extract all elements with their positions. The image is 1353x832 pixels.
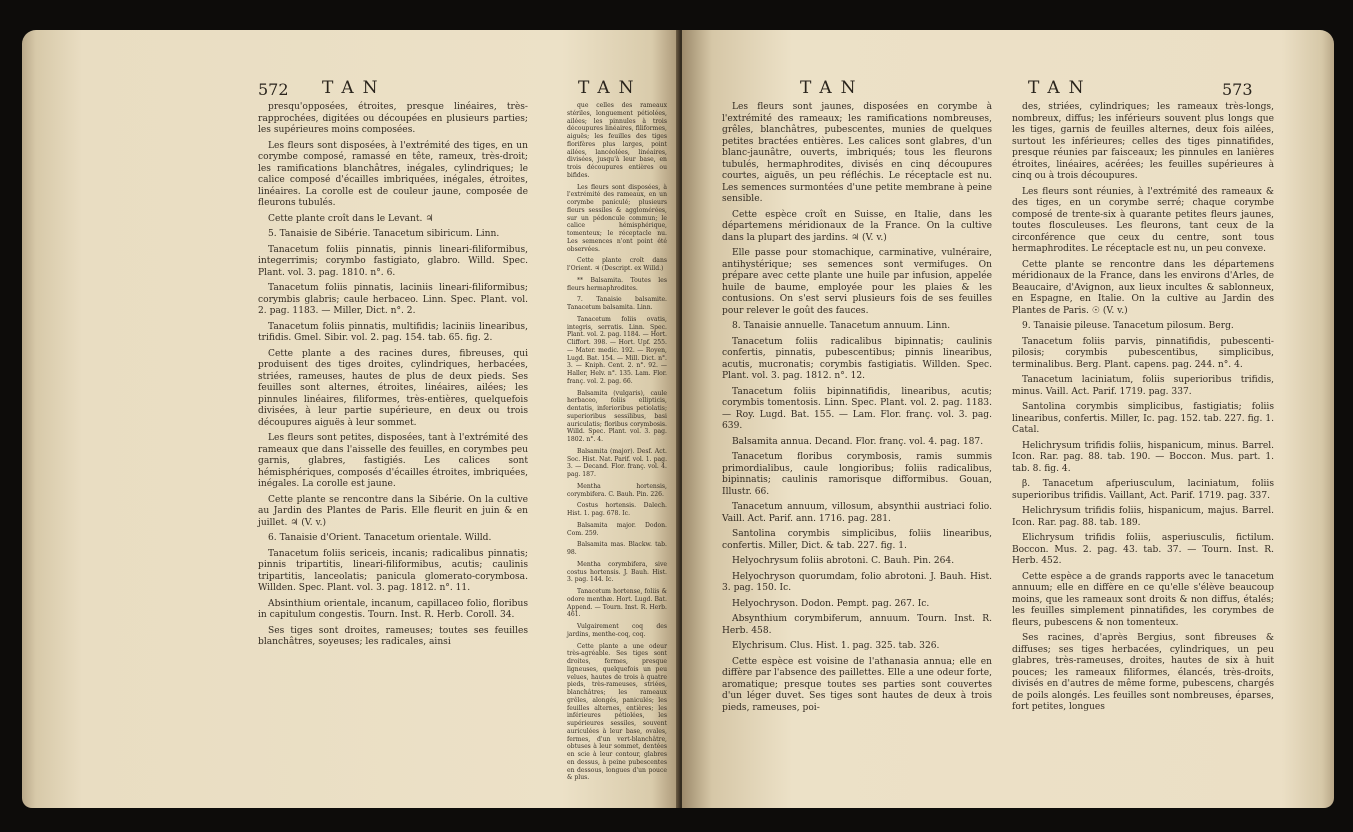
paragraph: Costus hortensis. Dalech. Hist. 1. pag. 678. Ic. — [567, 502, 667, 517]
paragraph: Balsamita major. Dodon. Com. 259. — [567, 521, 667, 537]
paragraph: Santolina corymbis simplicibus, foliis linearibus, confertis. Miller, Dict. & tab. 227. fig. 1. — [722, 529, 992, 551]
left-page-column-2 — [567, 102, 667, 786]
paragraph: que celles des rameaux stériles, longuement pétiolées, ailées; les pinnules à trois découpures linéaires, filiformes, aiguës; les feuilles des tiges florifères plus larges, point ailées, lancéolées, linéaires, divisées, jusqu'à leur base, en trois découpures entières ou bifides. — [567, 102, 667, 179]
paragraph: Ses racines, d'après Bergius, sont fibreuses & diffuses; ses tiges herbacées, cylindriques, un peu glabres, très-rameuses, droites, hautes de six à huit pouces; les rameaux filiformes, élancés, très-droits, divisés en d'autres de même forme, pubescens, chargés de poils alongés. Les feuilles sont nombreuses, éparses, fort petites, longues — [1012, 633, 1274, 712]
paragraph: Tanacetum foliis pinnatis, pinnis lineari-filiformibus, integerrimis; corymbo fastigiato, glabro. Willd. Spec. Plant. vol. 3. pag. 1810. n°. 6. — [258, 244, 528, 278]
paragraph: Cette plante se rencontre dans la Sibérie. On la cultive au Jardin des Plantes de Paris. Elle fleurit en juin & en juillet. ♃ (V. v.) — [258, 494, 528, 528]
paragraph: des, striées, cylindriques; les rameaux très-longs, nombreux, diffus; les inférieurs souvent plus longs que les tiges, garnis de feuilles alternes, deux fois ailées, surtout les inférieures; celles des tiges pinnatifides, presque réunies par faisceaux; les pinnules en lanières étroites, linéaires, acérées; les feuilles supérieures à cinq ou à trois découpures. — [1012, 102, 1274, 181]
paragraph: 9. Tanaisie pileuse. Tanacetum pilosum. Berg. — [1022, 321, 1234, 331]
left-page — [22, 30, 680, 808]
paragraph: 5. Tanaisie de Sibérie. Tanacetum sibiricum. Linn. — [268, 229, 500, 239]
paragraph: 8. Tanaisie annuelle. Tanacetum annuum. Linn. — [732, 321, 951, 331]
running-head-right-col2: TAN — [1028, 78, 1093, 98]
paragraph: Cette plante croît dans l'Orient. ♃ (Descript. ex Willd.) — [567, 257, 667, 272]
paragraph: Les fleurs sont disposées, à l'extrémité des tiges, en un corymbe composé, ramassé en tête, rameux, très-droit; les ramifications blanchâtres, inégales, cylindriques; le calice composé d'écailles imbriquées, inégales, étroites, linéaires. La corolle est de couleur jaune, composée de fleurons tubulés. — [258, 140, 528, 208]
paragraph: Tanacetum foliis bipinnatifidis, linearibus, acutis; corymbis tomentosis. Linn. Spec. Plant. vol. 2. pag. 1183. — Roy. Lugd. Bat. 155. — Lam. Flor. franç. vol. 3. pag. 639. — [722, 386, 992, 431]
right-page-column-1 — [722, 102, 992, 718]
paragraph: 7. Tanaisie balsamite. Tanacetum balsamita. Linn. — [567, 296, 667, 311]
paragraph: Les fleurs sont disposées, à l'extrémité des rameaux, en un corymbe paniculé; plusieurs fleurs sessiles & agglomérées, sur un pédoncule commun; le calice hémisphérique, tomenteux; le réceptacle nu. Les semences n'ont point été observées. — [567, 183, 667, 253]
paragraph: Elichrysum trifidis foliis, asperiusculis, fictilum. Boccon. Mus. 2. pag. 43. tab. 37. — Tourn. Inst. R. Herb. 452. — [1012, 533, 1274, 566]
paragraph: Helichrysum trifidis foliis, hispanicum, majus. Barrel. Icon. Rar. pag. 88. tab. 189. — [1012, 506, 1274, 528]
paragraph: Balsamita mas. Blackw. tab. 98. — [567, 541, 667, 556]
page-number-left: 572 — [258, 80, 289, 99]
paragraph: Tanacetum foliis parvis, pinnatifidis, pubescenti-pilosis; corymbis pubescentibus, simplicibus, terminalibus. Berg. Plant. capens. pag. 244. n°. 4. — [1012, 336, 1274, 370]
page-number-right: 573 — [1222, 80, 1253, 99]
paragraph: Helichrysum trifidis foliis, hispanicum, minus. Barrel. Icon. Rar. pag. 88. tab. 190. — Boccon. Mus. part. 1. tab. 8. fig. 4. — [1012, 440, 1274, 474]
paragraph: Mentha corymbifera, sive costus hortensis. J. Bauh. Hist. 3. pag. 144. Ic. — [567, 560, 667, 584]
running-head-left-col1: TAN — [322, 78, 387, 98]
paragraph: Ses tiges sont droites, rameuses; toutes ses feuilles blanchâtres, soyeuses; les radicales, ainsi — [258, 625, 528, 647]
paragraph: Tanacetum foliis sericeis, incanis; radicalibus pinnatis; pinnis tripartitis, lineari-filiformibus, acutis; caulinis tripartitis, lanceolatis; panicula glomerato-corymbosa. Willden. Spec. Plant. vol. 3. pag. 1812. n°. 11. — [258, 548, 528, 593]
paragraph: Absinthium orientale, incanum, capillaceo folio, floribus in capitulum congestis. Tourn. Inst. R. Herb. Coroll. 34. — [258, 598, 528, 620]
paragraph: Elle passe pour stomachique, carminative, vulnéraire, antihystérique; ses semences sont vermifuges. On prépare avec cette plante une huile par infusion, appelée huile de baume, employée pour les plaies & les contusions. On s'est servi plusieurs fois de ses feuilles pour relever le goût des fauces. — [722, 248, 992, 316]
paragraph: Les fleurs sont jaunes, disposées en corymbe à l'extrémité des rameaux; les ramifications nombreuses, grêles, blanchâtres, pubescentes, munies de quelques petites bractées entières. Les calices sont glabres, d'un blanc-jaunâtre, ouverts, imbriqués; tous les fleurons tubulés, hermaphrodites, divisés en cinq découpures courtes, aiguës, un peu réfléchis. Le réceptacle est nu. Les semences surmontées d'une petite membrane à peine sensible. — [722, 102, 992, 204]
paragraph: Helyochryson quorumdam, folio abrotoni. J. Bauh. Hist. 3. pag. 150. Ic. — [722, 571, 992, 593]
paragraph: Vulgairement coq des jardins, menthe-coq, coq. — [567, 623, 667, 638]
paragraph: Tanacetum annuum, villosum, absynthii austriaci folio. Vaill. Act. Parif. ann. 1716. pag. 281. — [722, 502, 992, 524]
paragraph: Tanacetum foliis pinnatis, laciniis lineari-filiformibus; corymbis glabris; caule herbaceo. Linn. Spec. Plant. vol. 2. pag. 1183. — Miller, Dict. n°. 2. — [258, 283, 528, 316]
paragraph: Les fleurs sont réunies, à l'extrémité des rameaux & des tiges, en un corymbe serré; chaque corymbe composé de trente-six à quarante petites fleurs jaunes, toutes flosculeuses. Les fleurons, tant ceux de la circonférence que ceux du centre, sont tous hermaphrodites. Le réceptacle est nu, un peu convexe. — [1012, 186, 1274, 254]
paragraph: Les fleurs sont petites, disposées, tant à l'extrémité des rameaux que dans l'aisselle des feuilles, en corymbes peu garnis, glabres, fastigiés. Les calices sont hémisphériques, composés d'écailles étroites, imbriquées, inégales. La corolle est jaune. — [258, 433, 528, 489]
right-page-column-2 — [1012, 102, 1274, 718]
left-page-column-1 — [258, 102, 528, 653]
paragraph: Cette plante a des racines dures, fibreuses, qui produisent des tiges droites, cylindriques, herbacées, striées, rameuses, hautes de plus de deux pieds. Ses feuilles sont alternes, étroites, linéaires, ailées; les pinnules linéaires, filiformes, très-entières, quelquefois divisées, à leur partie supérieure, en deux ou trois découpures aiguës à leur sommet. — [258, 348, 528, 428]
paragraph: Balsamita (vulgaris), caule herbaceo, foliis ellipticis, dentatis, inferioribus petiolatis; superioribus sessilibus, basi auriculatis; floribus corymbosis. Willd. Spec. Plant. vol. 3. pag. 1802. n°. 4. — [567, 389, 667, 443]
running-head-right-col1: TAN — [800, 78, 865, 98]
paragraph: Helyochryson. Dodon. Pempt. pag. 267. Ic. — [732, 598, 930, 609]
paragraph: Elychrisum. Clus. Hist. 1. pag. 325. tab. 326. — [732, 641, 940, 651]
paragraph: Cette plante a une odeur très-agréable. Ses tiges sont droites, fermes, presque ligneuses, quelquefois un peu velues, hautes de trois à quatre pieds, très-rameuses, striées, blanchâtres; les rameaux grêles, alongés, paniculés; les feuilles alternes, entières; les inférieures pétiolées, les supérieures sessiles, souvent auriculées à leur base, ovales, fermes, d'un vert-blanchâtre, obtuses à leur sommet, dentées en scie à leur contour, glabres en dessus, à peine pubescentes en dessous, longues d'un pouce & plus. — [567, 642, 667, 782]
paragraph: Tanacetum foliis pinnatis, multifidis; laciniis linearibus, trifidis. Gmel. Sibir. vol. 2. pag. 154. tab. 65. fig. 2. — [258, 321, 528, 343]
paragraph: Cette plante se rencontre dans les départemens méridionaux de la France, dans les environs d'Arles, de Beaucaire, d'Avignon, aux lieux incultes & sablonneux, en Espagne, en Italie. On la cultive au Jardin des Plantes de Paris. ☉ (V. v.) — [1012, 259, 1274, 316]
paragraph: β. Tanacetum afperiusculum, laciniatum, foliis superioribus trifidis. Vaillant, Act. Parif. 1719. pag. 337. — [1012, 479, 1274, 501]
paragraph: Tanacetum foliis radicalibus bipinnatis; caulinis confertis, pinnatis, pubescentibus; pinnis linearibus, acutis, mucronatis; corymbis fastigiatis. Willden. Spec. Plant. vol. 3. pag. 1812. n°. 12. — [722, 336, 992, 381]
paragraph: Absynthium corymbiferum, annuum. Tourn. Inst. R. Herb. 458. — [722, 614, 992, 636]
paragraph: ** Balsamita. Toutes les fleurs hermaphrodites. — [567, 276, 667, 292]
paragraph: Tanacetum hortense, foliis & odore menthæ. Hort. Lugd. Bat. Append. — Tourn. Inst. R. Herb. 461. — [567, 588, 667, 619]
paragraph: presqu'opposées, étroites, presque linéaires, très-rapprochées, digitées ou découpées en plusieurs parties; les supérieures moins composées. — [258, 102, 528, 135]
running-head-left-col2: TAN — [578, 78, 643, 98]
paragraph: Balsamita annua. Decand. Flor. franç. vol. 4. pag. 187. — [732, 436, 984, 447]
paragraph: Cette espèce croît en Suisse, en Italie, dans les départemens méridionaux de la France. On la cultive dans la plupart des jardins. ♃ (V. v.) — [722, 209, 992, 243]
open-book — [12, 14, 1342, 822]
right-page — [682, 30, 1334, 808]
paragraph: Tanacetum foliis ovatis, integris, serratis. Linn. Spec. Plant. vol. 2. pag. 1184. — Hort. Cliffort. 398. — Hort. Upf. 255. — Mater. medic. 192. — Royen, Lugd. Bat. 154. — Mill. Dict. n°. 3. — Kniph. Cent. 2. n°. 92. — Haller, Helv. n°. 135. Lam. Flor. franç. vol. 2. pag. 66. — [567, 315, 667, 385]
paragraph: Tanacetum floribus corymbosis, ramis summis primordialibus, caule longioribus; foliis radicalibus, bipinnatis; caulinis ramorisque difformibus. Gouan, Illustr. 66. — [722, 452, 992, 497]
paragraph: Mentha hortensis, corymbifera. C. Bauh. Pin. 226. — [567, 482, 667, 498]
paragraph: Cette espèce est voisine de l'athanasia annua; elle en diffère par l'absence des paillettes. Elle a une odeur forte, aromatique; presque toutes ses parties sont couvertes d'un léger duvet. Ses tiges sont hautes de deux à trois pieds, rameuses, poi- — [722, 656, 992, 713]
paragraph: 6. Tanaisie d'Orient. Tanacetum orientale. Willd. — [268, 533, 492, 543]
paragraph: Tanacetum laciniatum, foliis superioribus trifidis, minus. Vaill. Act. Parif. 1719. pag. 337. — [1012, 375, 1274, 397]
paragraph: Helyochrysum foliis abrotoni. C. Bauh. Pin. 264. — [732, 556, 955, 566]
paragraph: Santolina corymbis simplicibus, fastigiatis; foliis linearibus, confertis. Miller, Ic. pag. 152. tab. 227. fig. 1. Catal. — [1012, 402, 1274, 435]
paragraph: Balsamita (major). Desf. Act. Soc. Hist. Nat. Parif. vol. 1. pag. 3. — Decand. Flor. franç. vol. 4. pag. 187. — [567, 447, 667, 478]
paragraph: Cette espèce a de grands rapports avec le tanacetum annuum; elle en diffère en ce qu'elle s'élève beaucoup moins, que les rameaux sont droits & non diffus, étalés; les feuilles simplement pinnatifides, les corymbes de fleurs, pubescens & non tomenteux. — [1012, 571, 1274, 628]
paragraph: Cette plante croît dans le Levant. ♃ — [268, 213, 434, 224]
